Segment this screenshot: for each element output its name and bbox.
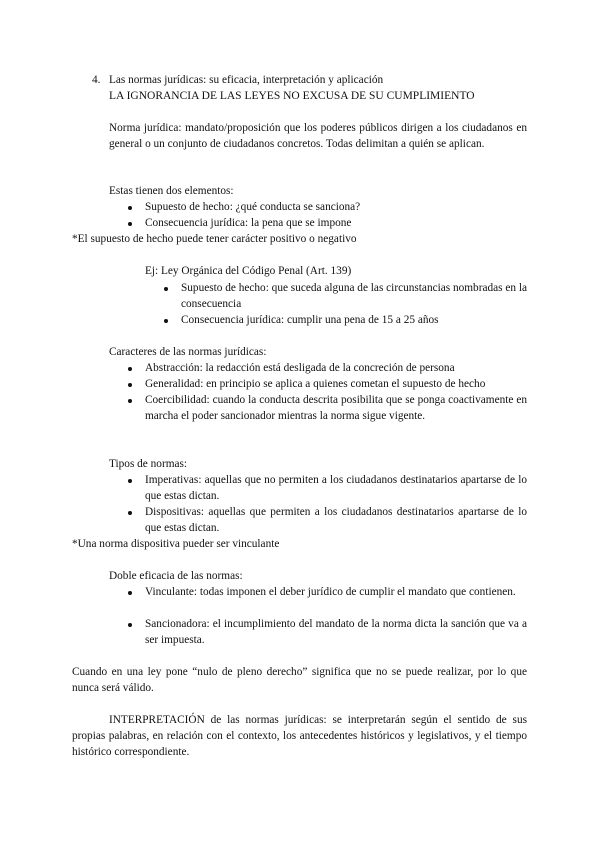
list-item: Consecuencia jurídica: la pena que se impone	[145, 217, 352, 229]
bullet-icon	[128, 623, 132, 627]
list-item: Generalidad: en principio se aplica a quienes cometan el supuesto de hecho	[145, 378, 486, 390]
tipos-note: *Una norma dispositiva pueder ser vinculante	[72, 538, 280, 550]
example-title: Ej: Ley Orgánica del Código Penal (Art. 139)	[145, 265, 352, 277]
bullet-icon	[128, 383, 132, 387]
list-item: Supuesto de hecho: que suceda alguna de las circunstancias nombradas en la consecuencia	[181, 282, 528, 310]
section-number: 4.	[92, 74, 101, 86]
section-subtitle: LA IGNORANCIA DE LAS LEYES NO EXCUSA DE SU CUMPLIMIENTO	[109, 90, 475, 102]
list-item: Vinculante: todas imponen el deber jurídico de cumplir el mandato que contienen.	[145, 586, 516, 598]
bullet-icon	[128, 479, 132, 483]
bullet-icon	[164, 319, 168, 323]
bullet-icon	[128, 222, 132, 226]
list-item: Dispositivas: aquellas que permiten a los ciudadanos destinatarios apartarse de lo que estas dictan.	[145, 506, 527, 534]
bullet-icon	[128, 367, 132, 371]
bullet-icon	[128, 591, 132, 595]
elements-note: *El supuesto de hecho puede tener carácter positivo o negativo	[72, 233, 357, 245]
bullet-icon	[128, 399, 132, 403]
bullet-icon	[128, 511, 132, 515]
caracteres-intro: Caracteres de las normas jurídicas:	[109, 346, 267, 358]
list-item: Imperativas: aquellas que no permiten a los ciudadanos destinatarios apartarse de lo que estas dictan.	[145, 474, 527, 502]
list-item: Consecuencia jurídica: cumplir una pena de 15 a 25 años	[181, 314, 439, 326]
section-title: Las normas jurídicas: su eficacia, interpretación y aplicación	[109, 74, 384, 86]
definition-paragraph: Norma jurídica: mandato/proposición que los poderes públicos dirigen a los ciudadanos en general o un conjunto de ciudadanos concretos. Todas delimitan a quién se aplican.	[109, 122, 527, 150]
interpretacion-paragraph: INTERPRETACIÓN de las normas jurídicas: se interpretarán según el sentido de sus propias palabras, en relación con el contexto, los antecedentes históricos y legislativos, y el tiempo histórico correspondiente.	[72, 714, 527, 758]
nulo-paragraph: Cuando en una ley pone “nulo de pleno derecho” significa que no se puede realizar, por lo que nunca será válido.	[72, 666, 527, 694]
eficacia-intro: Doble eficacia de las normas:	[109, 570, 243, 582]
list-item: Sancionadora: el incumplimiento del mandato de la norma dicta la sanción que va a ser impuesta.	[145, 618, 527, 646]
bullet-icon	[164, 287, 168, 291]
list-item: Abstracción: la redacción está desligada de la concreción de persona	[145, 362, 455, 374]
list-item: Supuesto de hecho: ¿qué conducta se sanciona?	[145, 201, 361, 213]
bullet-icon	[128, 206, 132, 210]
tipos-intro: Tipos de normas:	[109, 458, 188, 470]
list-item: Coercibilidad: cuando la conducta descrita posibilita que se ponga coactivamente en marcha el poder sancionador mientras la norma sigue vigente.	[145, 394, 527, 422]
elements-intro: Estas tienen dos elementos:	[109, 185, 234, 197]
